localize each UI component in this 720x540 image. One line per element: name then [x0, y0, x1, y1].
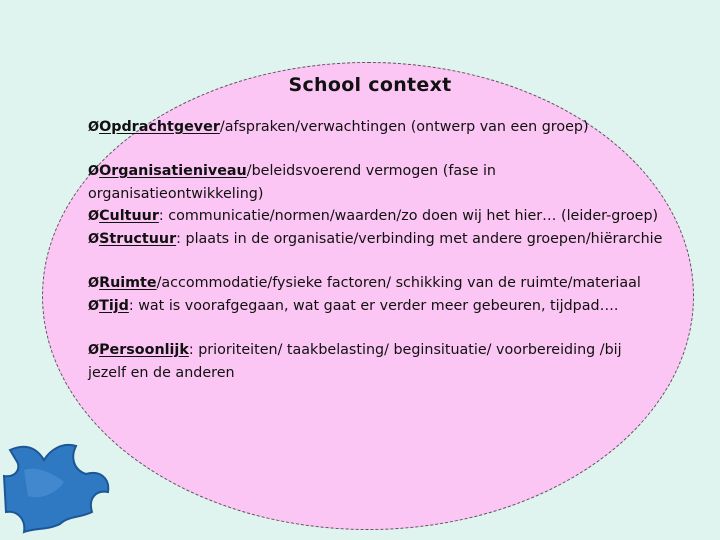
item-text: : communicatie/normen/waarden/zo doen wij het hier… (leider-groep): [158, 208, 659, 224]
bullet-arrow-icon: Ø: [88, 343, 100, 358]
list-item: [88, 228, 663, 251]
list-item: [88, 116, 663, 139]
item-keyword: Opdrachtgever: [99, 119, 220, 135]
item-keyword: Structuur: [99, 231, 177, 247]
list-item: [88, 295, 663, 318]
list-item: [88, 205, 663, 228]
item-keyword: Cultuur: [99, 208, 159, 224]
page-title: School context: [288, 74, 452, 96]
item-keyword: Persoonlijk: [99, 342, 189, 358]
bullet-arrow-icon: Ø: [88, 276, 100, 291]
item-text: /afspraken/verwachtingen (ontwerp van een groep): [219, 119, 589, 135]
item-keyword: Ruimte: [99, 275, 157, 291]
item-keyword: Tijd: [99, 298, 129, 314]
bullet-arrow-icon: Ø: [88, 120, 100, 135]
item-list: [88, 116, 663, 384]
list-item: [88, 272, 663, 295]
list-item: [88, 339, 663, 384]
item-text: : wat is voorafgegaan, wat gaat er verder meer gebeuren, tijdpad….: [128, 298, 619, 314]
bullet-arrow-icon: Ø: [88, 164, 100, 179]
item-keyword: Organisatieniveau: [99, 163, 247, 179]
item-text: : plaats in de organisatie/verbinding met andere groepen/hiërarchie: [176, 231, 663, 247]
item-text: : prioriteiten/ taakbelasting/ beginsituatie/ voorbereiding /bij jezelf en de anderen: [88, 342, 622, 381]
item-text: /beleidsvoerend vermogen (fase in organisatieontwikkeling): [88, 163, 496, 202]
list-item: [88, 160, 663, 205]
bullet-arrow-icon: Ø: [88, 209, 100, 224]
bullet-arrow-icon: Ø: [88, 299, 100, 314]
bullet-arrow-icon: Ø: [88, 232, 100, 247]
item-text: /accommodatie/fysieke factoren/ schikking van de ruimte/materiaal: [156, 275, 641, 291]
